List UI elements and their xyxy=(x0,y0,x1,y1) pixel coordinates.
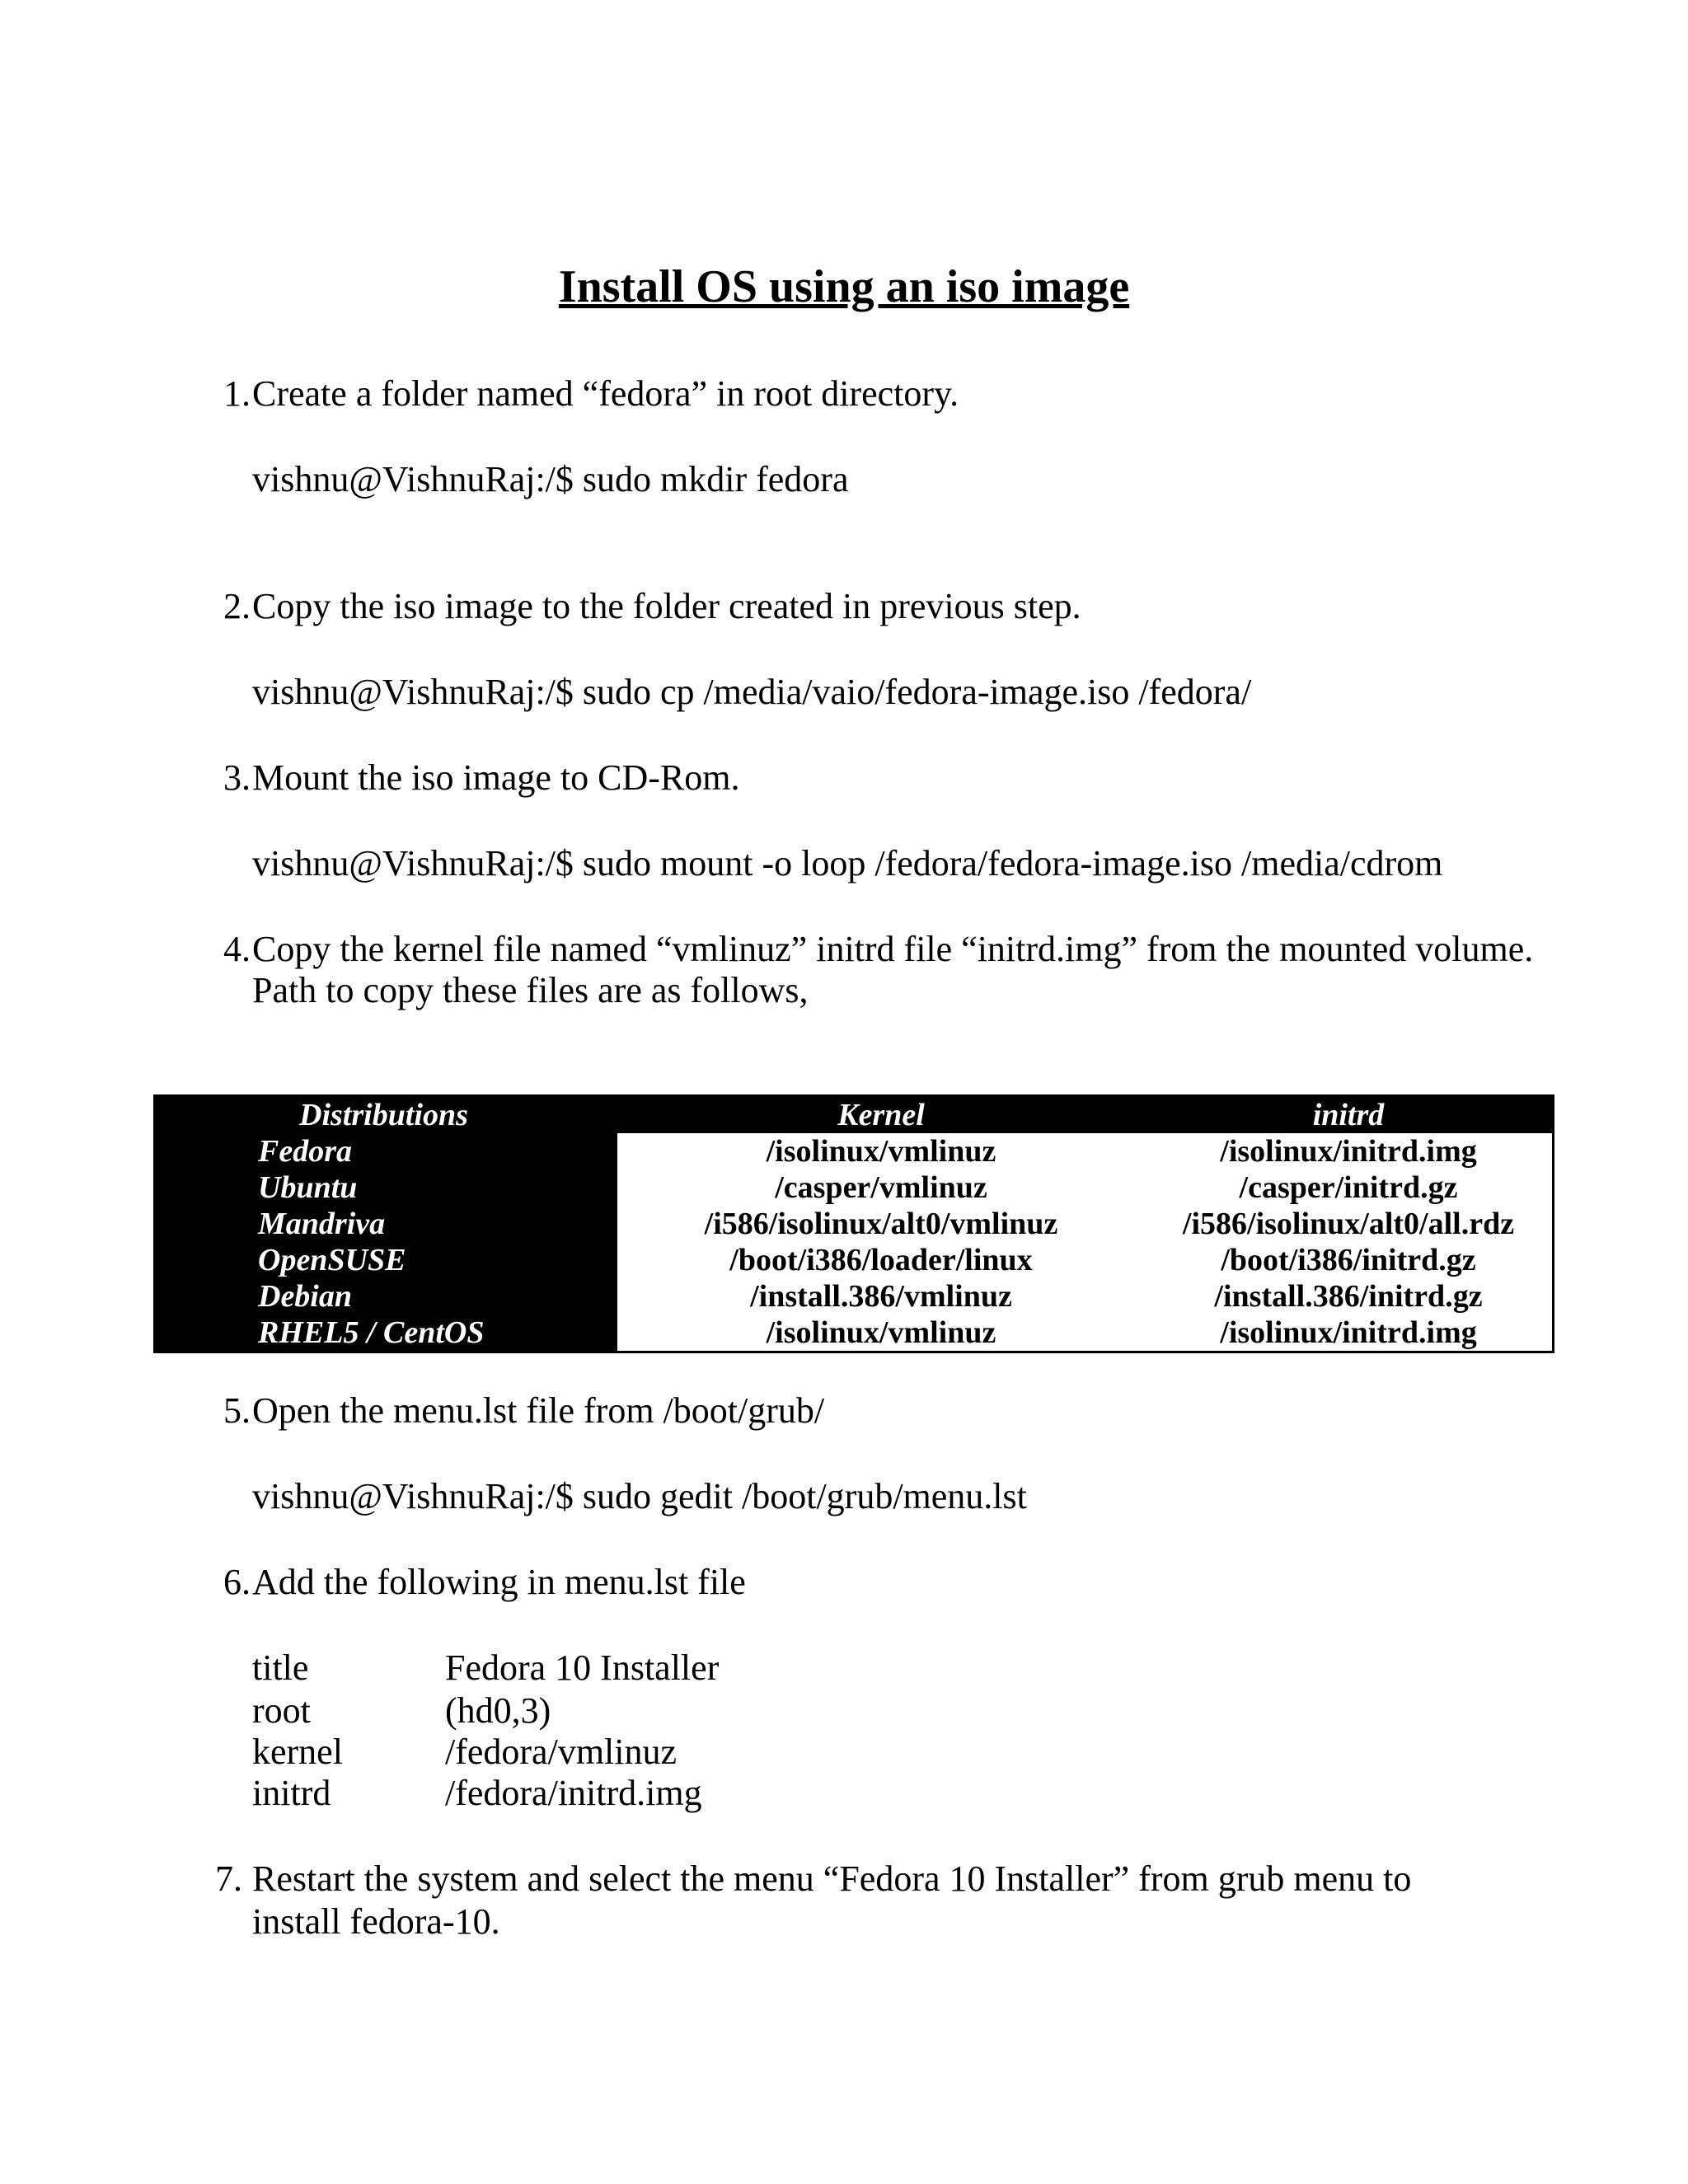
step-1-command: vishnu@VishnuRaj:/$ sudo mkdir fedora xyxy=(252,459,849,499)
step-text: Open the menu.lst file from /boot/grub/ xyxy=(252,1390,825,1431)
grub-key: root xyxy=(252,1690,311,1731)
step-number: 6. xyxy=(223,1562,251,1602)
step-number: 1. xyxy=(223,373,251,414)
distribution-paths-table xyxy=(153,1094,1554,1353)
step-3-command: vishnu@VishnuRaj:/$ sudo mount -o loop /fedora/fedora-image.iso /media/cdrom xyxy=(252,843,1443,883)
column-header-kernel: Kernel xyxy=(617,1097,1145,1133)
step-text: Add the following in menu.lst file xyxy=(252,1562,746,1602)
step-number: 2. xyxy=(223,586,251,626)
step-text: Create a folder named “fedora” in root directory. xyxy=(252,373,959,414)
grub-value: /fedora/initrd.img xyxy=(445,1773,702,1813)
step-text: Mount the iso image to CD-Rom. xyxy=(252,757,740,798)
table-row xyxy=(156,1315,1552,1351)
kernel-path: /install.386/vmlinuz xyxy=(750,1279,1012,1314)
grub-key: title xyxy=(252,1647,309,1688)
step-2-command: vishnu@VishnuRaj:/$ sudo cp /media/vaio/fedora-image.iso /fedora/ xyxy=(252,672,1252,712)
distribution-name: Mandriva xyxy=(156,1206,617,1242)
initrd-path: /isolinux/initrd.img xyxy=(1220,1134,1477,1169)
step-number: 7. xyxy=(215,1858,242,1899)
distribution-name: RHEL5 / CentOS xyxy=(156,1315,617,1351)
initrd-path: /i586/isolinux/alt0/all.rdz xyxy=(1182,1207,1515,1241)
distribution-name: Debian xyxy=(156,1278,617,1315)
grub-value: (hd0,3) xyxy=(445,1690,551,1731)
step-text: Restart the system and select the menu “Fedora 10 Installer” from grub menu to xyxy=(252,1858,1412,1899)
table-header-row xyxy=(156,1097,1552,1133)
table-row xyxy=(156,1169,1552,1206)
step-number: 3. xyxy=(223,757,251,798)
kernel-path: /isolinux/vmlinuz xyxy=(766,1134,996,1169)
kernel-path: /isolinux/vmlinuz xyxy=(766,1315,996,1350)
kernel-path: /casper/vmlinuz xyxy=(775,1170,987,1205)
column-header-initrd: initrd xyxy=(1145,1097,1552,1133)
step-5-command: vishnu@VishnuRaj:/$ sudo gedit /boot/grub/menu.lst xyxy=(252,1476,1027,1516)
step-number: 5. xyxy=(223,1390,251,1431)
step-text: Copy the iso image to the folder created in previous step. xyxy=(252,586,1081,626)
initrd-path: /install.386/initrd.gz xyxy=(1214,1279,1483,1314)
step-text: Copy the kernel file named “vmlinuz” initrd file “initrd.img” from the mounted volume. xyxy=(252,929,1534,969)
grub-value: /fedora/vmlinuz xyxy=(445,1732,678,1772)
step-7-text-continued: install fedora-10. xyxy=(252,1901,500,1942)
step-4-text-continued: Path to copy these files are as follows, xyxy=(252,970,809,1010)
table-row xyxy=(156,1133,1552,1169)
table-row xyxy=(156,1206,1552,1242)
initrd-path: /boot/i386/initrd.gz xyxy=(1221,1243,1476,1277)
kernel-path: /i586/isolinux/alt0/vmlinuz xyxy=(704,1207,1058,1241)
step-number: 4. xyxy=(223,929,251,969)
column-header-distributions: Distributions xyxy=(156,1097,617,1133)
grub-value: Fedora 10 Installer xyxy=(445,1647,720,1688)
initrd-path: /casper/initrd.gz xyxy=(1239,1170,1458,1205)
initrd-path: /isolinux/initrd.img xyxy=(1220,1315,1477,1350)
distribution-name: OpenSUSE xyxy=(156,1242,617,1278)
table-row xyxy=(156,1242,1552,1278)
grub-key: initrd xyxy=(252,1773,331,1813)
page-title: Install OS using an iso image xyxy=(558,261,1130,312)
table-row xyxy=(156,1278,1552,1315)
grub-key: kernel xyxy=(252,1732,343,1772)
distribution-name: Ubuntu xyxy=(156,1169,617,1206)
kernel-path: /boot/i386/loader/linux xyxy=(729,1243,1033,1277)
distribution-name: Fedora xyxy=(156,1133,617,1169)
